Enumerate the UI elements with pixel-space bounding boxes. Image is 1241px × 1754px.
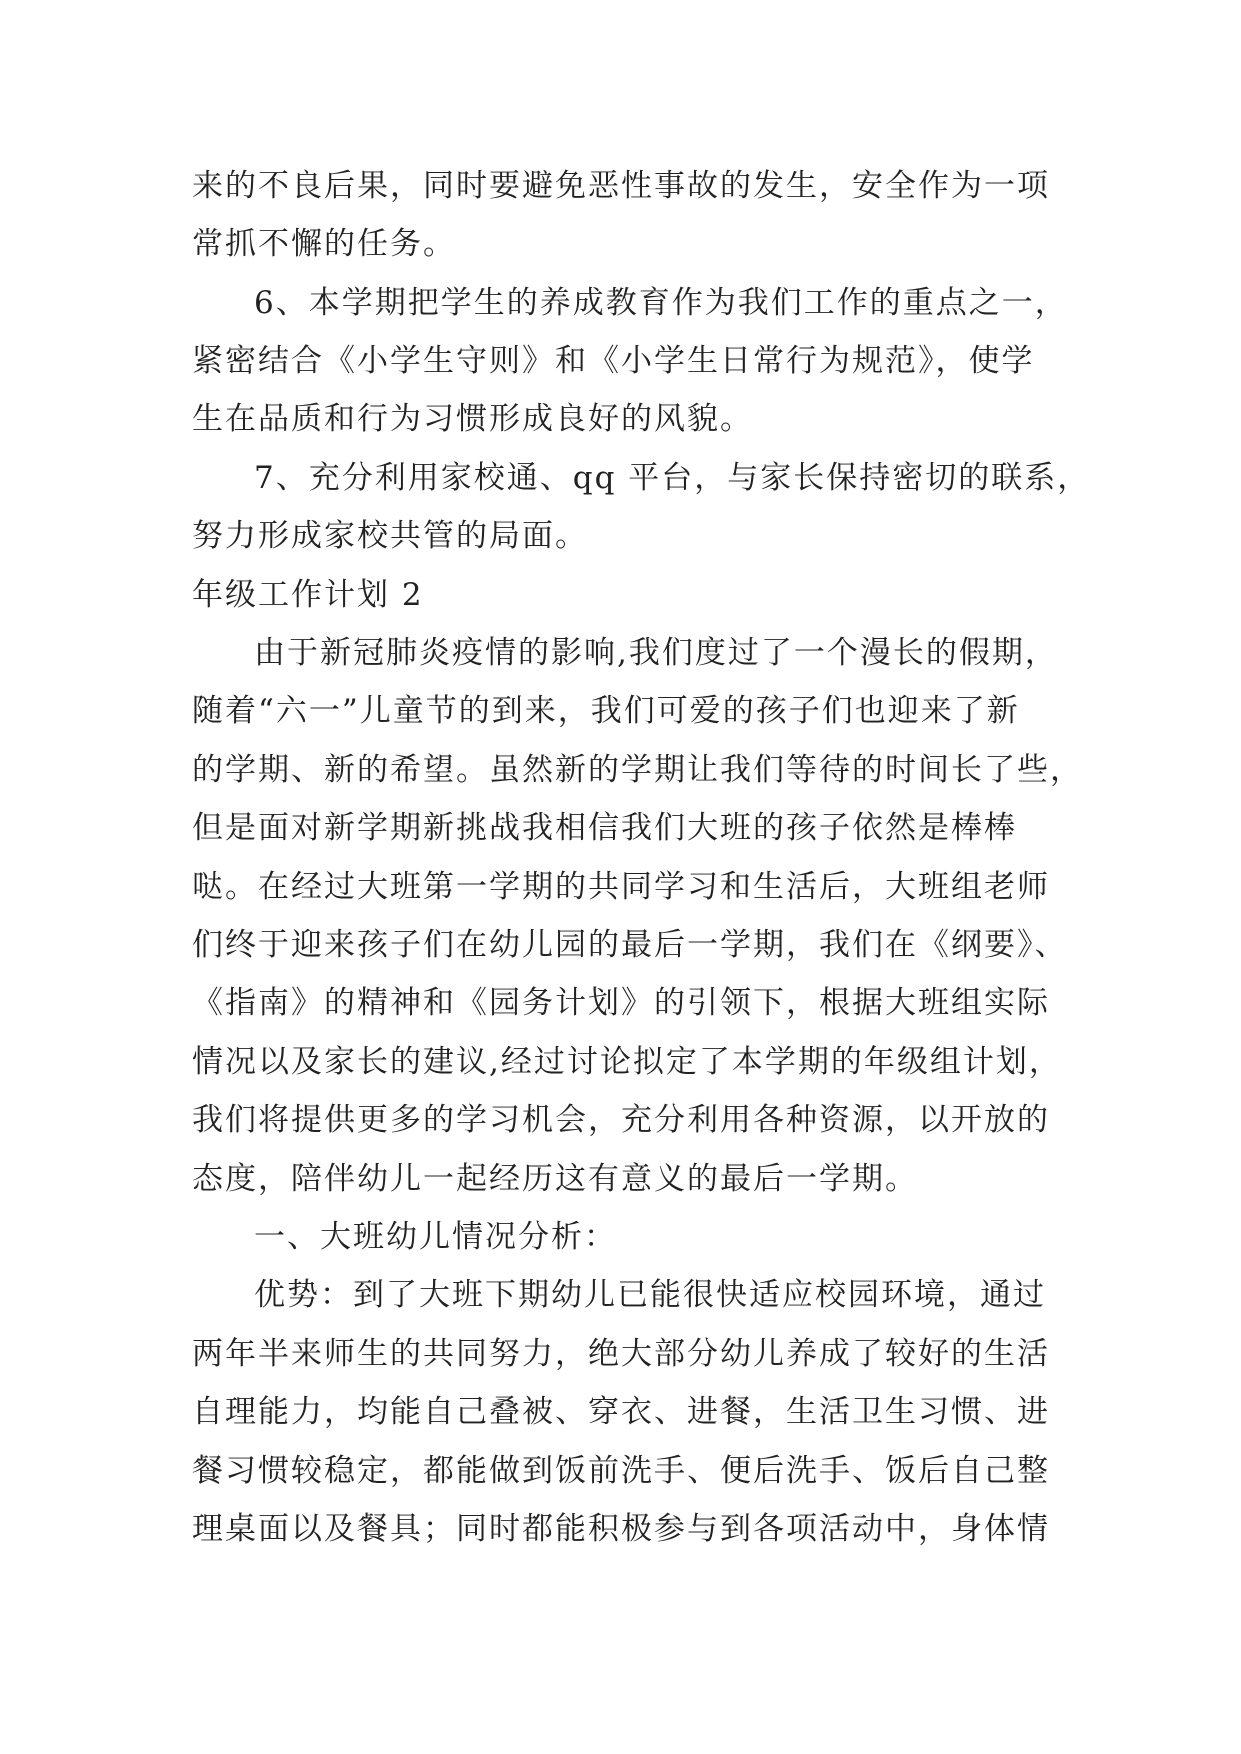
- text-line: 的学期、新的希望。虽然新的学期让我们等待的时间长了些，: [192, 752, 1083, 788]
- text-line: 随着“六一”儿童节的到来，我们可爱的孩子们也迎来了新: [192, 693, 1020, 729]
- text-line: 常抓不懈的任务。: [192, 226, 456, 262]
- text-line: 6、本学期把学生的养成教育作为我们工作的重点之一，: [254, 285, 1068, 321]
- text-line: 情况以及家长的建议,经过讨论拟定了本学期的年级组计划，: [192, 1044, 1062, 1080]
- text-line: 态度，陪伴幼儿一起经历这有意义的最后一学期。: [192, 1161, 918, 1197]
- text-line: 哒。在经过大班第一学期的共同学习和生活后，大班组老师: [192, 869, 1050, 905]
- text-line: 优势：到了大班下期幼儿已能很快适应校园环境，通过: [254, 1277, 1046, 1313]
- text-line: 自理能力，均能自己叠被、穿衣、进餐，生活卫生习惯、进: [192, 1394, 1050, 1430]
- text-line: 们终于迎来孩子们在幼儿园的最后一学期，我们在《纲要》、: [192, 927, 1068, 963]
- text-line: 我们将提供更多的学习机会，充分利用各种资源，以开放的: [192, 1102, 1050, 1138]
- text-line: 紧密结合《小学生守则》和《小学生日常行为规范》，使学: [192, 343, 1035, 379]
- text-line: 7、充分利用家校通、qq 平台，与家长保持密切的联系，: [254, 460, 1091, 496]
- text-line: 两年半来师生的共同努力，绝大部分幼儿养成了较好的生活: [192, 1336, 1050, 1372]
- text-line: 餐习惯较稳定，都能做到饭前洗手、便后洗手、饭后自己整: [192, 1453, 1050, 1489]
- text-line: 由于新冠肺炎疫情的影响,我们度过了一个漫长的假期，: [254, 635, 1058, 671]
- section-heading: 年级工作计划 2: [192, 577, 424, 613]
- text-line: 生在品质和行为习惯形成良好的风貌。: [192, 401, 753, 437]
- text-line: 努力形成家校共管的局面。: [192, 518, 588, 554]
- text-line: 理桌面以及餐具；同时都能积极参与到各项活动中，身体情: [192, 1511, 1050, 1547]
- text-line: 但是面对新学期新挑战我相信我们大班的孩子依然是棒棒: [192, 810, 1017, 846]
- text-line: 《指南》的精神和《园务计划》的引领下，根据大班组实际: [192, 985, 1050, 1021]
- text-line: 来的不良后果，同时要避免恶性事故的发生，安全作为一项: [192, 168, 1050, 204]
- subsection-heading: 一、大班幼儿情况分析：: [254, 1219, 617, 1255]
